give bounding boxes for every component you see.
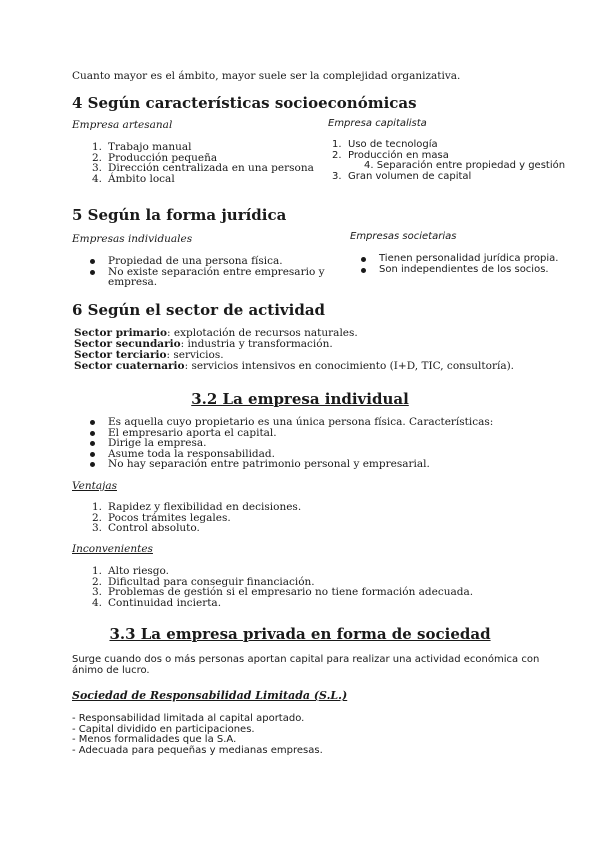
inconvenientes-subheading: Inconvenientes <box>72 543 153 555</box>
section-6-heading: 6 Según el sector de actividad <box>72 301 326 319</box>
sl-heading: Sociedad de Responsabilidad Limitada (S.L.) <box>72 689 348 702</box>
list-item: 3. Control absoluto. <box>92 522 200 534</box>
list-item: Son independientes de los socios. <box>343 265 593 276</box>
intro-paragraph: Cuanto mayor es el ámbito, mayor suele ser la complejidad organizativa. <box>72 70 461 82</box>
list-item: - Capital dividido en participaciones. <box>72 723 255 735</box>
list-item: No hay separación entre patrimonio personal y empresarial. <box>72 459 552 470</box>
list-item: 1. Rapidez y flexibilidad en decisiones. <box>92 501 302 513</box>
list-item: 4. Ámbito local <box>92 172 175 185</box>
list-item: 2. Producción en masa <box>332 149 449 161</box>
sector-row: Sector terciario: servicios. <box>74 349 224 361</box>
individual-bullets <box>72 417 552 470</box>
section-3-2-heading: 3.2 La empresa individual <box>191 390 409 408</box>
list-item: - Adecuada para pequeñas y medianas empresas. <box>72 744 323 756</box>
list-item: 1. Trabajo manual <box>92 141 192 153</box>
list-item: 4. Continuidad incierta. <box>92 596 222 609</box>
list-item: Propiedad de una persona física. <box>72 256 372 267</box>
list-item: Tienen personalidad jurídica propia. <box>343 254 593 265</box>
list-item: 1. Alto riesgo. <box>92 565 169 577</box>
list-item: 2. Dificultad para conseguir financiación. <box>92 575 315 588</box>
sector-row: Sector cuaternario: servicios intensivos en conocimiento (I+D, TIC, consultoría). <box>74 360 515 372</box>
artesanal-subheading: Empresa artesanal <box>72 119 173 131</box>
capitalista-list <box>312 140 582 182</box>
list-item: 2. Producción pequeña <box>92 151 218 164</box>
societarias-list <box>343 254 593 275</box>
capitalista-subheading: Empresa capitalista <box>328 118 427 129</box>
sl-list <box>72 714 472 756</box>
list-item: Asume toda la responsabilidad. <box>72 449 552 460</box>
list-item: 1. Uso de tecnología <box>332 139 438 150</box>
list-item: Es aquella cuyo propietario es una única persona física. Características: <box>72 417 552 428</box>
list-item: 2. Pocos trámites legales. <box>92 511 231 524</box>
individuales-list <box>72 256 372 288</box>
list-item: - Menos formalidades que la S.A. <box>72 734 237 745</box>
list-item: Dirige la empresa. <box>72 438 552 449</box>
list-item: - Responsabilidad limitada al capital aportado. <box>72 713 305 724</box>
section-4-heading: 4 Según características socioeconómicas <box>72 94 417 112</box>
sector-list <box>74 328 514 372</box>
societarias-subheading: Empresas societarias <box>350 231 457 242</box>
section-5-heading: 5 Según la forma jurídica <box>72 206 287 224</box>
list-item: 4. Separación entre propiedad y gestión <box>364 160 566 171</box>
artesanal-list <box>72 142 332 184</box>
sector-row: Sector secundario: industria y transformación. <box>74 338 333 350</box>
section-3-3-heading: 3.3 La empresa privada en forma de sociedad <box>109 625 491 643</box>
individuales-subheading: Empresas individuales <box>72 233 193 245</box>
list-item: El empresario aporta el capital. <box>72 428 552 439</box>
list-item: No existe separación entre empresario y empresa. <box>72 267 372 288</box>
sector-row: Sector primario: explotación de recursos naturales. <box>74 327 358 339</box>
list-item: 3. Dirección centralizada en una persona <box>92 162 314 174</box>
ventajas-list <box>72 502 472 534</box>
inconvenientes-list <box>72 566 522 608</box>
list-item: 3. Gran volumen de capital <box>332 170 472 182</box>
sociedad-intro: Surge cuando dos o más personas aportan capital para realizar una actividad económica con ánimo de lucro. <box>72 654 540 676</box>
ventajas-subheading: Ventajas <box>72 480 117 492</box>
list-item: 3. Problemas de gestión si el empresario no tiene formación adecuada. <box>92 586 474 598</box>
